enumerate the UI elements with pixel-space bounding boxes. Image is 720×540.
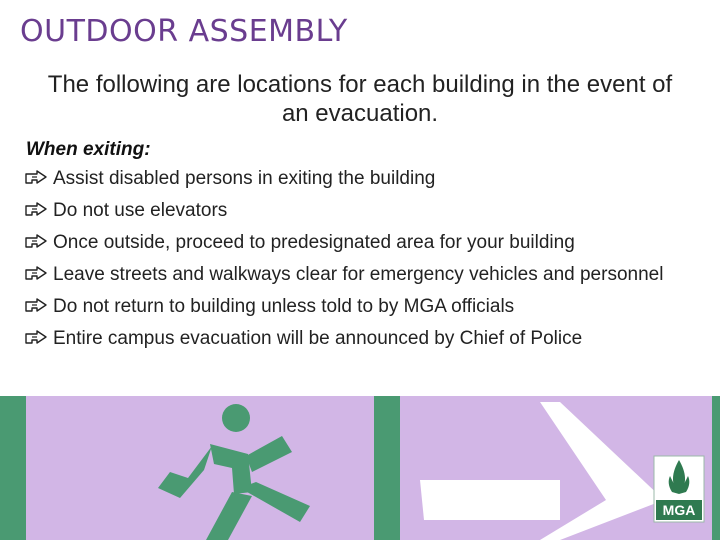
pointing-hand-icon	[24, 297, 48, 315]
when-exiting-label: When exiting:	[26, 139, 151, 160]
list-item-text: Entire campus evacuation will be announced by Chief of Police	[53, 328, 583, 349]
arrow-icon	[420, 480, 560, 520]
mga-logo	[654, 456, 704, 522]
list-item	[24, 328, 704, 350]
list-item	[24, 232, 704, 254]
list-item-text: Do not return to building unless told to by MGA officials	[53, 296, 515, 317]
emergency-exit-banner	[0, 396, 720, 540]
list-item	[24, 296, 704, 318]
list-item-text: Leave streets and walkways clear for emergency vehicles and personnel	[53, 264, 664, 285]
pointing-hand-icon	[24, 329, 48, 347]
list-item-text: Once outside, proceed to predesignated area for your building	[53, 232, 575, 253]
logo-text: MGA	[662, 502, 696, 518]
page-title: OUTDOOR ASSEMBLY	[20, 14, 348, 49]
pointing-hand-icon	[24, 201, 48, 219]
list-item-text: Do not use elevators	[53, 200, 228, 221]
bullet-list	[24, 168, 704, 360]
subtitle: The following are locations for each building in the event of an evacuation.	[47, 71, 673, 127]
pointing-hand-icon	[24, 233, 48, 251]
list-item	[24, 264, 704, 286]
pointing-hand-icon	[24, 265, 48, 283]
pointing-hand-icon	[24, 169, 48, 187]
list-item	[24, 168, 704, 190]
list-item	[24, 200, 704, 222]
list-item-text: Assist disabled persons in exiting the building	[53, 168, 436, 189]
